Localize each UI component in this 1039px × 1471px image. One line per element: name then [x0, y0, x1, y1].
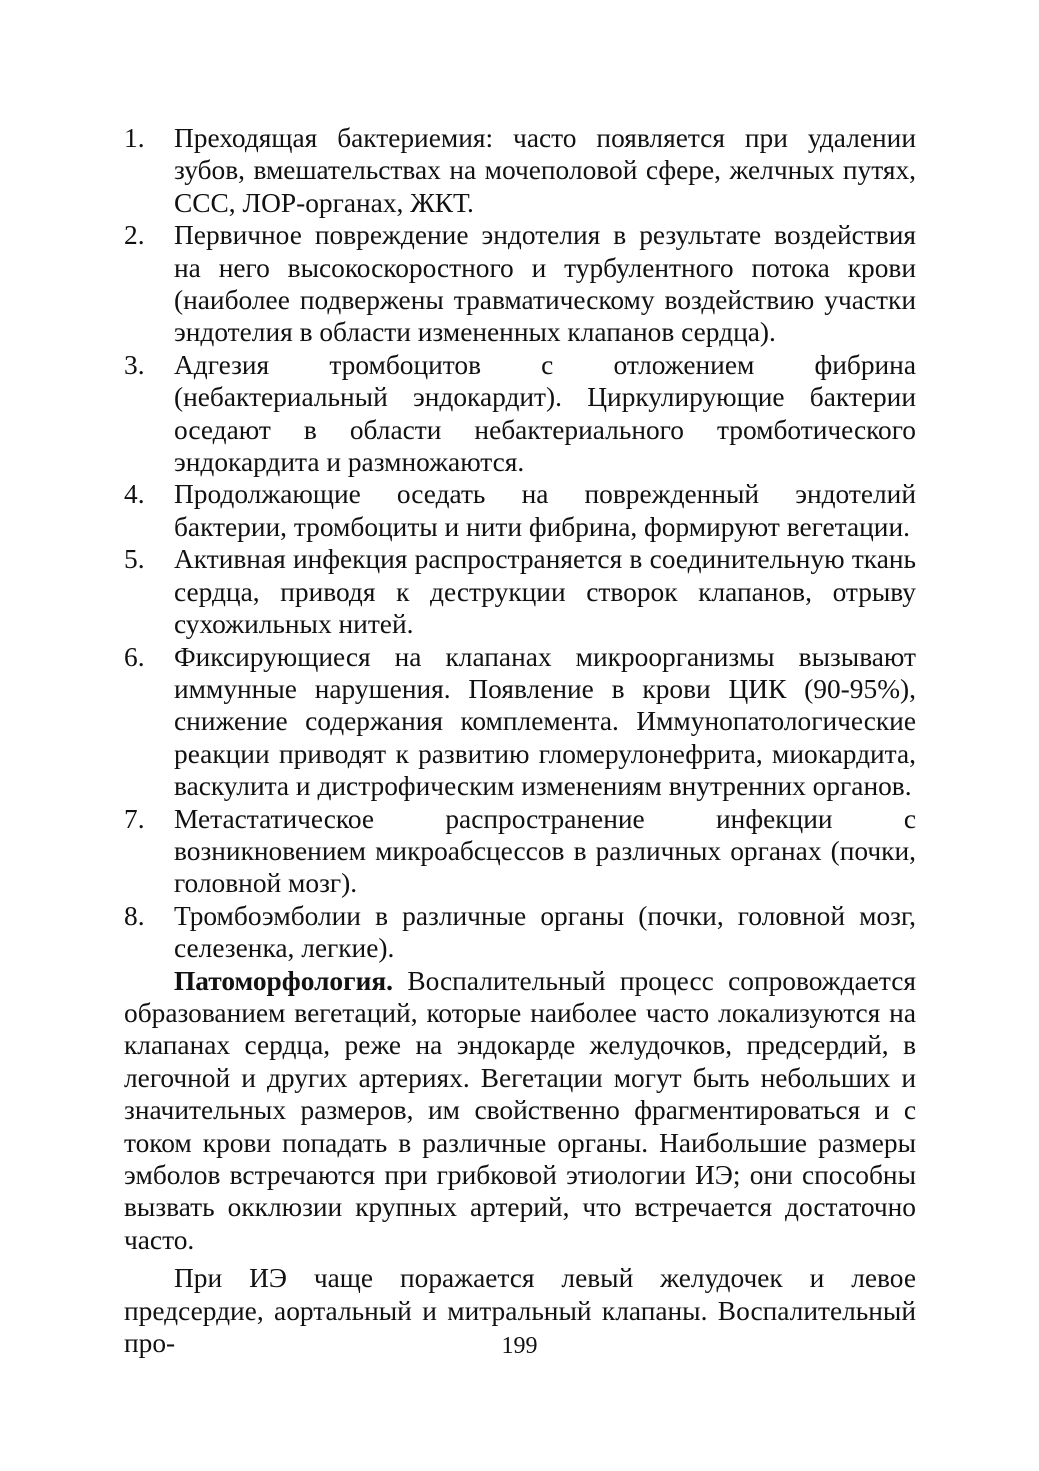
list-item-text: Первичное повреждение эндотелия в результате воздействия на него высокоскоростного и турбулентного потока крови (наиболее подвержены травматическому воздействию участки эндотелия в области измененных клапанов сердца). [174, 220, 916, 348]
list-item [124, 641, 916, 803]
list-item-number: 5. [124, 544, 145, 575]
list-item-text: Метастатическое распространение инфекции с возникновением микроабсцессов в различных органах (почки, головной мозг). [174, 803, 916, 899]
list-item [124, 122, 916, 219]
paragraph-text: При ИЭ чаще поражается левый желудочек и левое предсердие, аортальный и митральный клапаны. Воспалительный про- [124, 1263, 916, 1359]
list-item [124, 803, 916, 900]
list-item [124, 478, 916, 543]
list-item-number: 7. [124, 803, 145, 834]
list-item [124, 219, 916, 349]
pathomorphology-paragraph [124, 965, 916, 1257]
list-item-text: Продолжающие оседать на поврежденный эндотелий бактерии, тромбоциты и нити фибрина, формируют вегетации. [174, 479, 916, 542]
list-item-text: Преходящая бактериемия: часто появляется при удалении зубов, вмешательствах на мочеполовой сфере, желчных путях, ССС, ЛОР-органах, ЖКТ. [174, 123, 916, 218]
list-item-number: 1. [124, 123, 145, 153]
list-item-number: 3. [124, 349, 145, 380]
paragraph-text: Воспалительный процесс сопровождается образованием вегетаций, которые наиболее часто локализуются на клапанах сердца, реже на эндокарде желудочков, предсердий, в легочной и других артериях. Вегетации могут быть небольших и значительных размеров, им свойственно фрагментироваться и с током крови попадать в различные органы. Наибольшие размеры эмболов встречаются при грибковой этиологии ИЭ; они способны вызвать окклюзии крупных артерий, что встречается достаточно часто. [124, 965, 916, 1255]
list-item-text: Активная инфекция распространяется в соединительную ткань сердца, приводя к деструкции створок клапанов, отрыву сухожильных нитей. [174, 544, 916, 640]
section-heading: Патоморфология. [174, 965, 394, 996]
list-item [124, 349, 916, 479]
list-item-text: Фиксирующиеся на клапанах микроорганизмы вызывают иммунные нарушения. Появление в крови ЦИК (90-95%), снижение содержания комплемента. Иммунопатологические реакции приводят к развитию гломерулонефрита, миокардита, васкулита и дистрофическим изменениям внутренних органов. [174, 641, 916, 802]
pathogenesis-list [124, 122, 916, 965]
list-item-number: 4. [124, 479, 145, 510]
list-item [124, 900, 916, 965]
list-item [124, 543, 916, 640]
list-item-number: 2. [124, 220, 145, 251]
list-item-text: Адгезия тромбоцитов с отложением фибрина (небактериальный эндокардит). Циркулирующие бактерии оседают в области небактериального тромботического эндокардита и размножаются. [174, 349, 916, 478]
list-item-number: 6. [124, 641, 145, 672]
page-body [124, 122, 916, 1359]
list-item-text: Тромбоэмболии в различные органы (почки, головной мозг, селезенка, легкие). [174, 900, 916, 964]
list-item-number: 8. [124, 900, 145, 931]
page-number: 199 [501, 1333, 538, 1359]
